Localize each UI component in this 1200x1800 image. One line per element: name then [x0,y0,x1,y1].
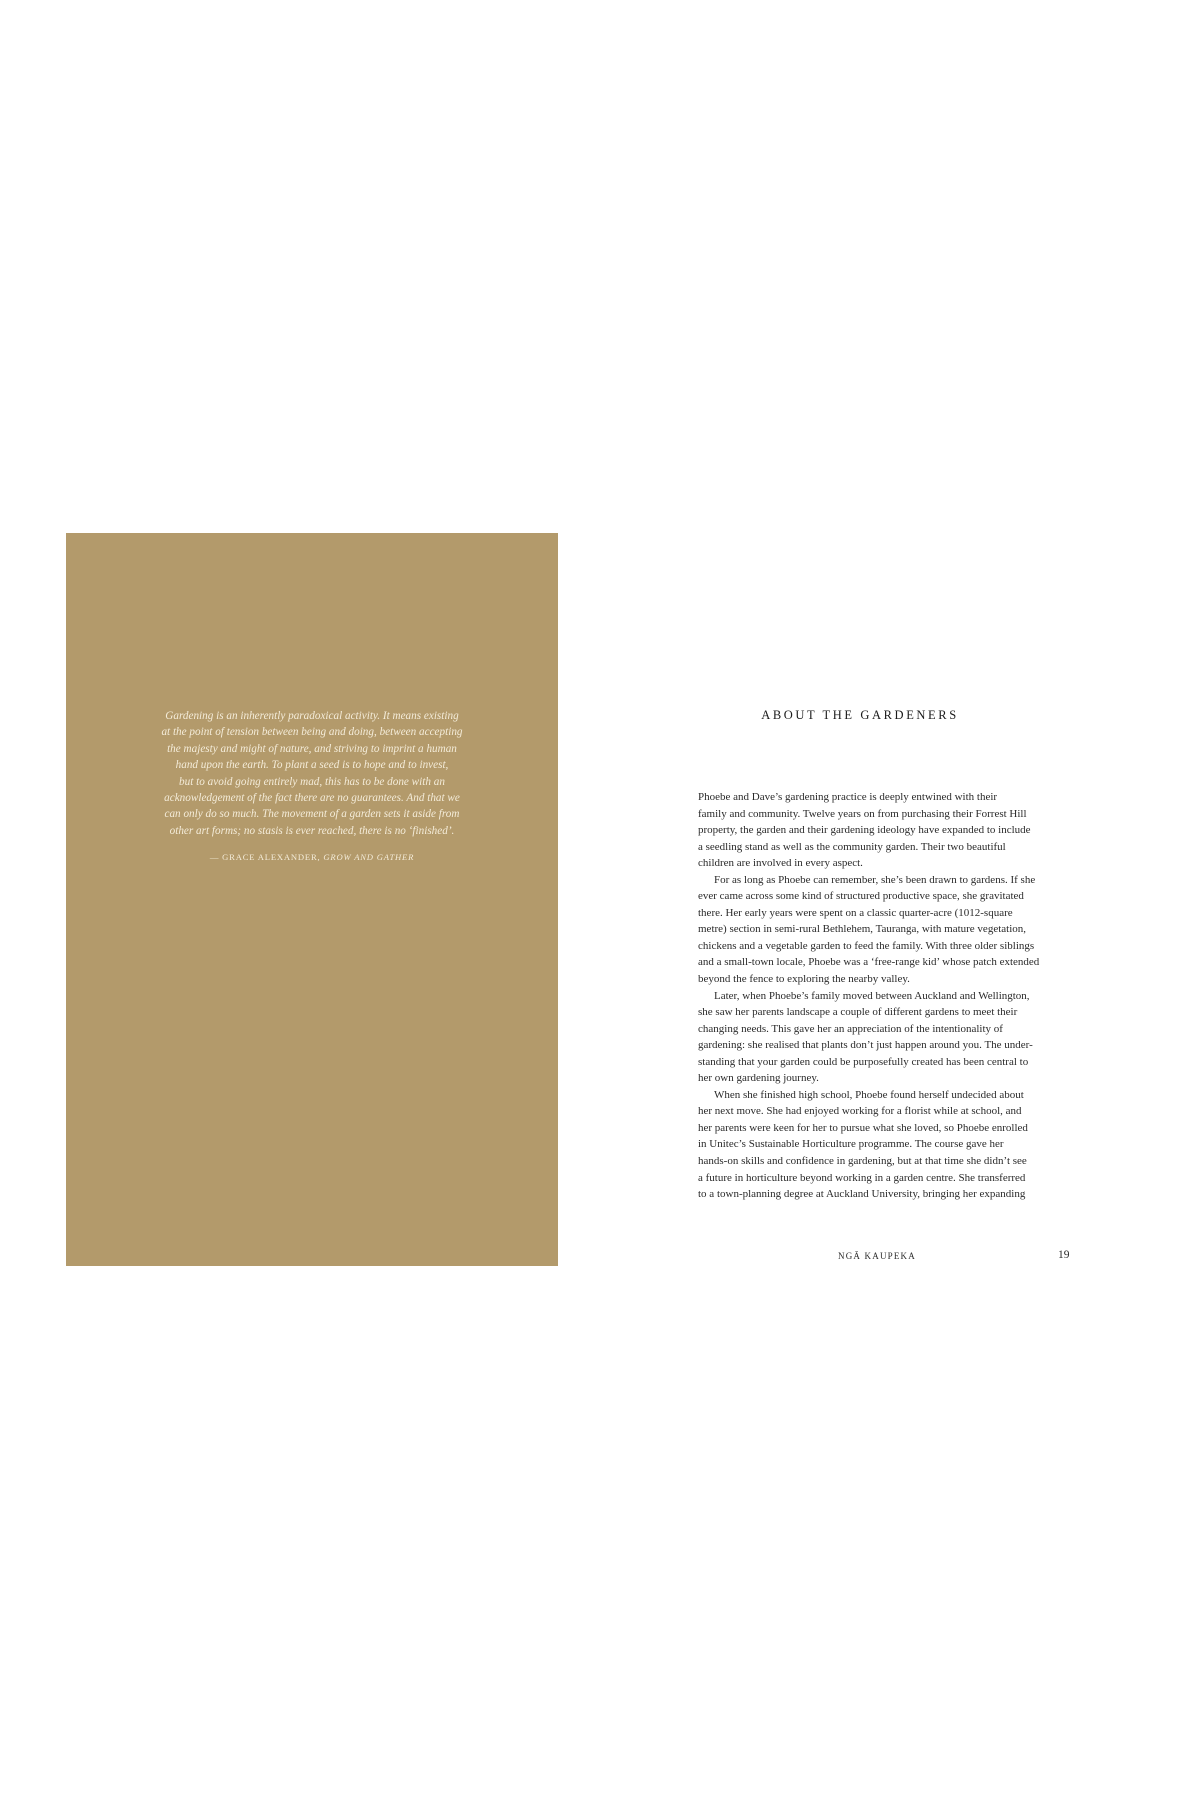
quote-line: acknowledgement of the fact there are no guarantees. And that we [164,792,460,805]
text-line: her parents were keen for her to pursue what she loved, so Phoebe enrolled [698,1121,1028,1134]
text-line: Phoebe and Dave’s gardening practice is deeply entwined with their [698,791,998,803]
text-line: in Unitec’s Sustainable Horticulture programme. The course gave her [698,1138,1004,1151]
quote-line: at the point of tension between being and doing, between accepting [161,726,463,739]
text-line: her own gardening journey. [698,1072,819,1085]
text-line: and a small-town locale, Phoebe was a ‘free-range kid’ whose patch extended [698,956,1040,969]
text-line: she saw her parents landscape a couple of different gardens to meet their [698,1006,1018,1019]
text-line: there. Her early years were spent on a classic quarter-acre (1012-square [698,906,1013,919]
paragraph [698,789,1073,872]
text-line: metre) section in semi-rural Bethlehem, Tauranga, with mature vegetation, [698,923,1026,936]
text-line: gardening: she realised that plants don’t just happen around you. The under- [698,1039,1033,1052]
running-footer: NGĀ KAUPEKA [838,1251,916,1261]
paragraph [698,1087,1073,1203]
text-line: Later, when Phoebe’s family moved between Auckland and Wellington, [714,989,1030,1002]
quote-line: other art forms; no stasis is ever reached, there is no ‘finished’. [169,824,455,837]
text-line: to a town-planning degree at Auckland University, bringing her expanding [698,1188,1026,1201]
quote-line: Gardening is an inherently paradoxical activity. It means existing [165,710,459,722]
text-line: For as long as Phoebe can remember, she’s been drawn to gardens. If she [714,873,1036,886]
text-line: family and community. Twelve years on from purchasing their Forrest Hill [698,807,1027,820]
quote-panel [66,533,558,1266]
attribution-work: GROW AND GATHER [323,852,415,862]
paragraph [698,872,1073,988]
paragraph [698,988,1073,1087]
page-number: 19 [1058,1249,1070,1261]
quote-line: hand upon the earth. To plant a seed is to hope and to invest, [175,759,449,772]
text-line: hands-on skills and confidence in gardening, but at that time she didn’t see [698,1155,1027,1168]
text-line: beyond the fence to exploring the nearby valley. [698,973,910,986]
quote-attribution [148,852,476,862]
attribution-author: — GRACE ALEXANDER, [209,852,324,862]
text-line: changing needs. This gave her an appreciation of the intentionality of [698,1022,1003,1035]
text-line: ever came across some kind of structured productive space, she gravitated [698,890,1024,903]
text-line: standing that your garden could be purposefully created has been central to [698,1055,1029,1068]
epigraph-quote [148,708,476,839]
text-line: a future in horticulture beyond working in a garden centre. She transferred [698,1171,1026,1184]
text-line: When she finished high school, Phoebe found herself undecided about [714,1088,1024,1101]
text-line: chickens and a vegetable garden to feed the family. With three older siblings [698,939,1035,952]
section-title: ABOUT THE GARDENERS [761,708,959,722]
text-line: children are involved in every aspect. [698,857,863,870]
text-line: property, the garden and their gardening ideology have expanded to include [698,824,1031,837]
quote-line: can only do so much. The movement of a garden sets it aside from [164,808,460,821]
body-text [698,789,1073,1203]
text-line: a seedling stand as well as the community garden. Their two beautiful [698,840,1006,853]
text-line: her next move. She had enjoyed working for a florist while at school, and [698,1105,1022,1118]
quote-line: but to avoid going entirely mad, this has to be done with an [179,775,445,788]
quote-line: the majesty and might of nature, and striving to imprint a human [167,742,457,755]
